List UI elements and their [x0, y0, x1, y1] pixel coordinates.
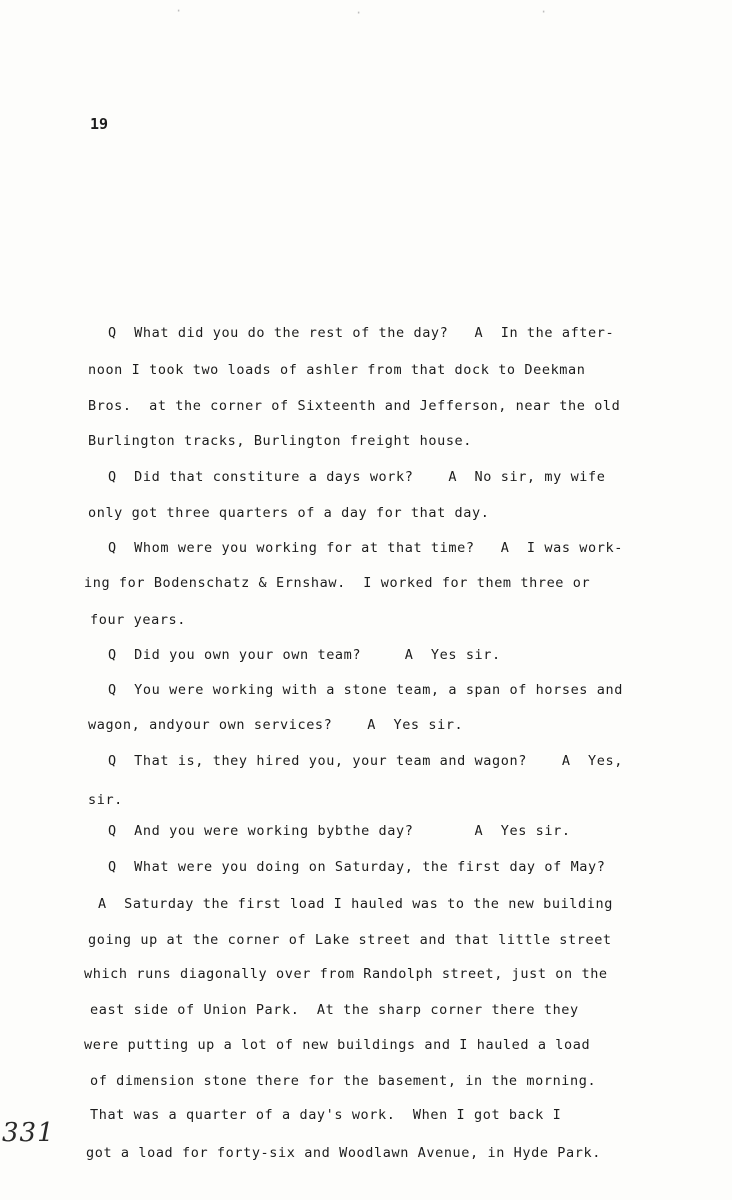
scan-speck: · — [175, 4, 183, 18]
text-line: got a load for forty-six and Woodlawn Avenue, in Hyde Park. — [86, 1145, 601, 1161]
text-line: Q You were working with a stone team, a span of horses and — [108, 682, 623, 698]
text-line: of dimension stone there for the basement, in the morning. — [90, 1073, 597, 1089]
scan-speck: · — [540, 5, 548, 19]
text-line: ing for Bodenschatz & Ernshaw. I worked for them three or — [84, 575, 591, 591]
text-line: east side of Union Park. At the sharp corner there they — [90, 1002, 579, 1018]
scan-speck: · — [355, 6, 363, 20]
text-line: noon I took two loads of ashler from that dock to Deekman — [88, 362, 586, 378]
text-line: four years. — [90, 612, 187, 628]
page-number: 19 — [90, 115, 109, 133]
text-line: Q And you were working bybthe day? A Yes sir. — [108, 823, 571, 839]
text-line: Q Whom were you working for at that time? A I was work- — [108, 540, 623, 556]
text-line: A Saturday the first load I hauled was to the new building — [98, 896, 613, 912]
text-line: only got three quarters of a day for that day. — [88, 505, 490, 521]
text-line: Burlington tracks, Burlington freight house. — [88, 433, 473, 449]
text-line: Q Did that constiture a days work? A No sir, my wife — [108, 469, 606, 485]
text-line: sir. — [88, 792, 123, 808]
text-line: were putting up a lot of new buildings and I hauled a load — [84, 1037, 591, 1053]
handwritten-page-note: 331 — [2, 1118, 55, 1148]
text-line: Q What were you doing on Saturday, the first day of May? — [108, 859, 606, 875]
text-line: That was a quarter of a day's work. When I got back I — [90, 1107, 562, 1123]
text-line: Q That is, they hired you, your team and wagon? A Yes, — [108, 753, 623, 769]
text-line: going up at the corner of Lake street and that little street — [88, 932, 612, 948]
text-line: Bros. at the corner of Sixteenth and Jefferson, near the old — [88, 398, 621, 414]
text-line: Q What did you do the rest of the day? A In the after- — [108, 325, 615, 341]
text-line: which runs diagonally over from Randolph street, just on the — [84, 966, 608, 982]
text-line: Q Did you own your own team? A Yes sir. — [108, 647, 501, 663]
text-line: wagon, andyour own services? A Yes sir. — [88, 717, 464, 733]
